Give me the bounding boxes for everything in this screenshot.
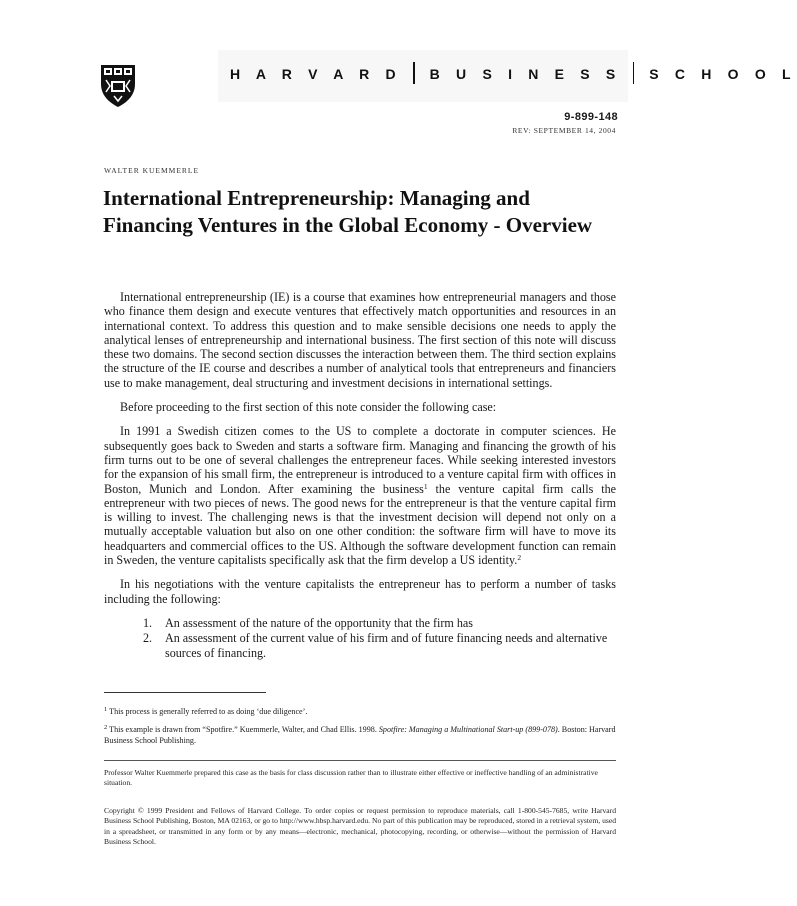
body-text <box>104 290 616 661</box>
footnote-2-citation-title: Spotfire: Managing a Multinational Start-up (899-078) <box>378 725 558 734</box>
school-wordmark <box>230 62 797 82</box>
paragraph-case <box>104 424 616 567</box>
case-text-part-2: the venture capital firm calls the entrepreneur with two pieces of news. The good news for the entrepreneur is that the venture capital firm is willing to invest. The challenging news is that the investment decision will depend not only on a mutually acceptable valuation but also on one other condition: the software firm will have to move its headquarters and commercial offices to the US. Although the software development function can remain in Sweden, the venture capitalists specifically ask that the firm develop a US identity. <box>104 481 617 568</box>
paragraph-case-lead: Before proceeding to the first section of this note consider the following case: <box>120 400 497 415</box>
list-text: An assessment of the nature of the opportunity that the firm has <box>165 615 473 630</box>
list-item <box>104 631 616 660</box>
task-list <box>104 616 616 660</box>
document-number: 9-899-148 <box>564 111 618 123</box>
list-number: 1. <box>143 615 153 630</box>
footnote-1-number: 1 <box>104 706 108 713</box>
footnote-1-text: This process is generally referred to as doing ‘due diligence’. <box>109 707 308 716</box>
copyright-notice: Copyright © 1999 President and Fellows of Harvard College. To order copies or request permission to reproduce materials, call 1-800-545-7685, write Harvard Business School Publishing, Boston, MA 02163, or go to http://www.hbsp.harvard.edu. No part of this publication may be reproduced, stored in a retrieval system, used in a spreadsheet, or transmitted in any form or by any means—electronic, mechanical, photocopying, recording, or otherwise—without the permission of Harvard Business School. <box>104 806 616 846</box>
footnote-2-text-end: . Boston: Harvard Business School Publishing. <box>104 725 616 745</box>
footnote-1 <box>104 706 616 717</box>
list-item <box>104 616 616 630</box>
wordmark-business: B U S I N E S S <box>429 66 622 82</box>
revision-date: REV: SEPTEMBER 14, 2004 <box>512 126 616 135</box>
harvard-shield-logo <box>100 64 136 108</box>
wordmark-divider <box>413 62 415 84</box>
footnote-2-number: 2 <box>104 724 108 731</box>
author-name: WALTER KUEMMERLE <box>104 166 200 175</box>
paragraph-tasks: In his negotiations with the venture capitalists the entrepreneur has to perform a number of tasks including the following: <box>104 577 616 606</box>
document-title: International Entrepreneurship: Managing and Financing Ventures in the Global Economy - Overview <box>103 186 593 237</box>
wordmark-divider <box>633 62 635 84</box>
preparation-note: Professor Walter Kuemmerle prepared this case as the basis for class discussion rather than to illustrate either effective or ineffective handling of an administrative situation. <box>104 768 598 787</box>
footnote-ref-2[interactable]: 2 <box>517 553 522 563</box>
footnote-ref-1[interactable]: 1 <box>423 481 428 491</box>
footer-divider <box>104 760 616 761</box>
footnotes <box>104 706 616 753</box>
footnote-divider <box>104 692 266 693</box>
list-number: 2. <box>143 631 153 646</box>
footnote-2-text: This example is drawn from “Spotfire.” Kuemmerle, Walter, and Chad Ellis. 1998. <box>109 725 379 734</box>
list-text: An assessment of the current value of his firm and of future financing needs and alternative sources of financing. <box>165 631 608 660</box>
wordmark-school: S C H O O L <box>649 66 797 82</box>
footnote-2 <box>104 724 616 746</box>
paragraph-intro: International entrepreneurship (IE) is a course that examines how entrepreneurial managers and those who finance them design and execute ventures that effectively match opportunities and resources in an international context. To address this question and to make sensible decisions one needs to apply the analytical lenses of entrepreneurship and international business. The first section of this note will discuss these two domains. The second section discusses the interaction between them. The third section explains the structure of the IE course and describes a number of analytical tools that entrepreneurs and financiers use to make management, deal structuring and investment decisions in international settings. <box>104 290 616 390</box>
case-text-part-1: In 1991 a Swedish citizen comes to the US to complete a doctorate in computer sciences. He subsequently goes back to Sweden and starts a software firm. Managing and financing the growth of his firm turns out to be one of several challenges the entrepreneur faces. While seeking interested investors for the expansion of his small firm, the entrepreneur is introduced to a venture capital firm with offices in Boston, Munich and London. After examining the business <box>104 424 616 496</box>
wordmark-harvard: H A R V A R D <box>230 66 402 82</box>
